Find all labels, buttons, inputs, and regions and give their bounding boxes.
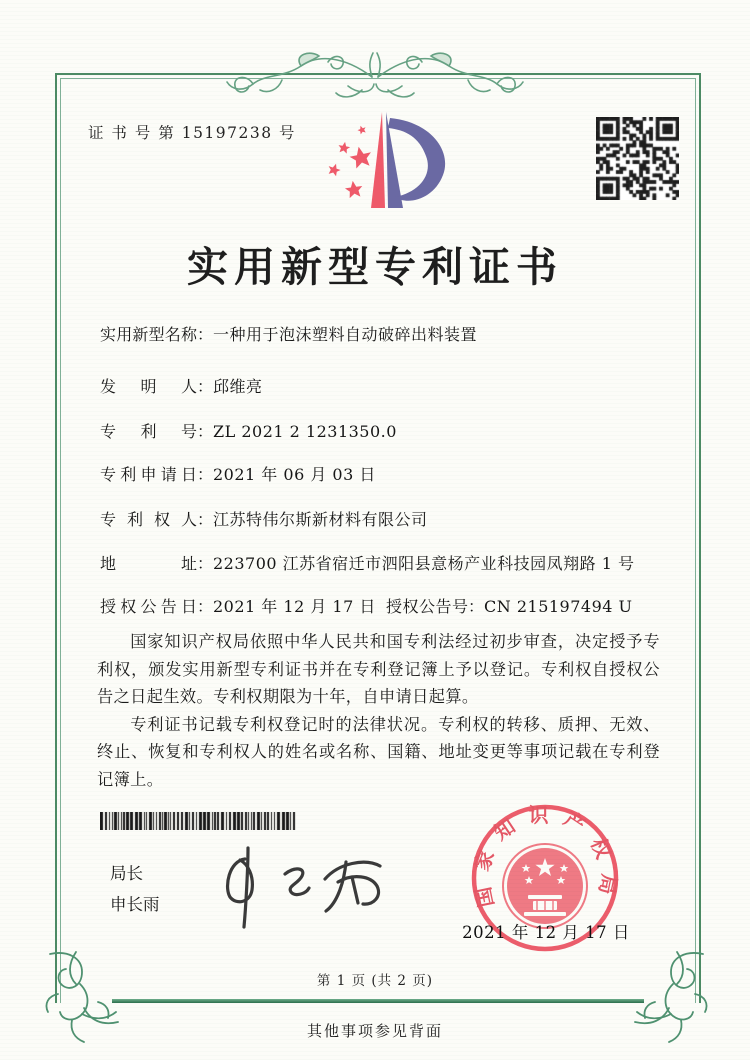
director-signature — [215, 843, 390, 931]
field-row-utility-model-name — [100, 322, 477, 345]
legal-body-text — [97, 628, 660, 793]
barcode — [100, 812, 297, 830]
field-colon: ： — [197, 325, 214, 344]
legal-paragraph-1: 国家知识产权局依照中华人民共和国专利法经过初步审查，决定授予专利权，颁发实用新型专利证书并在专利登记簿上予以登记。专利权自授权公告之日起生效。专利权期限为十年，自申请日起算。 — [97, 632, 660, 706]
field-label: 专利申请日 — [100, 465, 197, 484]
certificate-number: 证 书 号 第 15197238 号 — [88, 124, 297, 142]
field-value: 223700 江苏省宿迁市泗阳县意杨产业科技园凤翔路 1 号 — [213, 554, 635, 573]
field-colon: ： — [197, 554, 214, 573]
field-row-address — [100, 551, 635, 574]
field-label: 实用新型名称 — [100, 325, 197, 344]
field-row-grant-date — [100, 594, 633, 617]
field-colon: ： — [197, 422, 214, 441]
qr-code — [596, 117, 679, 200]
field-value: 江苏特伟尔斯新材料有限公司 — [213, 510, 428, 529]
field-row-filing-date — [100, 462, 376, 485]
field-colon: ： — [197, 510, 214, 529]
field-value: 2021 年 12 月 17 日 — [213, 597, 376, 616]
back-side-note: 其他事项参见背面 — [306, 1022, 443, 1040]
field-label: 专利号 — [100, 422, 197, 441]
director-name: 申长雨 — [110, 895, 160, 914]
seal-date: 2021 年 12 月 17 日 — [462, 923, 630, 942]
field-colon: ： — [468, 597, 485, 616]
cnipa-logo-icon — [312, 104, 462, 222]
page-number: 第 1 页 (共 2 页) — [316, 973, 434, 989]
footer-rule-line — [112, 999, 644, 1003]
legal-paragraph-2: 专利证书记载专利权登记时的法律状况。专利权的转移、质押、无效、终止、恢复和专利权人的姓名或名称、国籍、地址变更等事项记载在专利登记簿上。 — [97, 714, 660, 789]
seal-text: 国家知识产权局 — [468, 803, 622, 910]
field-label: 发明人 — [100, 377, 197, 396]
field-value: 2021 年 06 月 03 日 — [213, 465, 376, 484]
field-colon: ： — [197, 465, 214, 484]
certificate-title: 实用新型专利证书 — [187, 243, 563, 291]
field-value: 一种用于泡沫塑料自动破碎出料装置 — [213, 325, 478, 344]
field-row-inventor — [100, 374, 263, 397]
field-label: 授权公告号 — [386, 597, 468, 616]
field-label: 地址 — [100, 554, 197, 573]
field-value: CN 215197494 U — [484, 597, 633, 616]
field-label: 授权公告日 — [100, 597, 197, 616]
top-border-flourish-ornament — [222, 50, 528, 104]
national-emblem-icon — [503, 844, 587, 928]
field-row-grant-number — [386, 594, 633, 617]
director-title: 局长 — [110, 864, 143, 883]
field-value: ZL 2021 2 1231350.0 — [213, 422, 397, 441]
field-row-patentee — [100, 507, 428, 530]
field-colon: ： — [197, 597, 214, 616]
field-colon: ： — [197, 377, 214, 396]
field-value: 邱维亮 — [213, 377, 263, 396]
field-row-patent-number — [100, 419, 397, 442]
field-label: 专利权人 — [100, 510, 197, 529]
director-block — [110, 858, 160, 920]
